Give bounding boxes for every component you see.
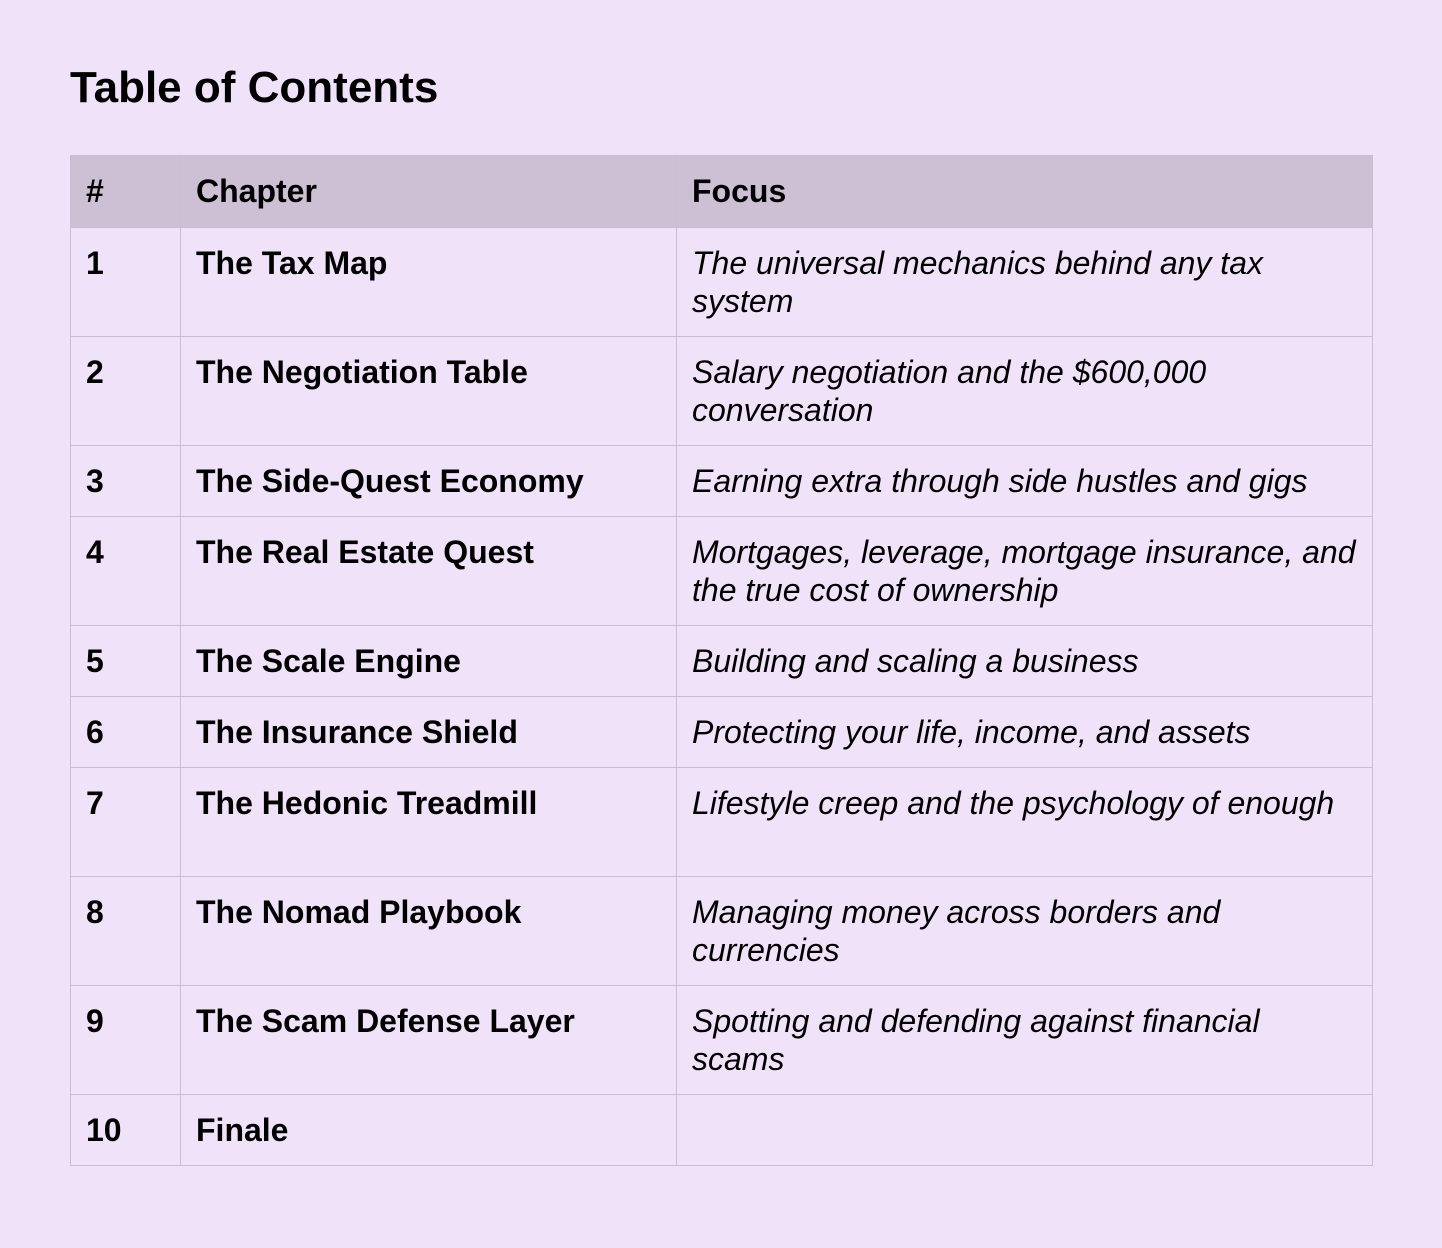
chapter-number: 2 xyxy=(71,337,181,446)
chapter-title: Finale xyxy=(181,1095,677,1166)
chapter-title: The Insurance Shield xyxy=(181,697,677,768)
chapter-number: 3 xyxy=(71,446,181,517)
table-row xyxy=(71,877,1373,986)
chapter-focus: Lifestyle creep and the psychology of enough xyxy=(677,768,1373,877)
table-header-row xyxy=(71,156,1373,228)
chapter-number: 8 xyxy=(71,877,181,986)
chapter-title: The Hedonic Treadmill xyxy=(181,768,677,877)
chapter-focus: Protecting your life, income, and assets xyxy=(677,697,1373,768)
page-title: Table of Contents xyxy=(70,63,439,112)
table-row xyxy=(71,337,1373,446)
chapter-number: 4 xyxy=(71,517,181,626)
header-chapter: Chapter xyxy=(181,156,677,228)
chapter-number: 6 xyxy=(71,697,181,768)
chapter-number: 9 xyxy=(71,986,181,1095)
chapter-title: The Scam Defense Layer xyxy=(181,986,677,1095)
table-row xyxy=(71,626,1373,697)
chapter-number: 10 xyxy=(71,1095,181,1166)
chapter-title: The Tax Map xyxy=(181,228,677,337)
table-row xyxy=(71,697,1373,768)
table-row xyxy=(71,1095,1373,1166)
chapter-focus: The universal mechanics behind any tax system xyxy=(677,228,1373,337)
chapter-focus: Earning extra through side hustles and gigs xyxy=(677,446,1373,517)
table-of-contents xyxy=(70,155,1373,1166)
chapter-focus: Managing money across borders and currencies xyxy=(677,877,1373,986)
chapter-number: 5 xyxy=(71,626,181,697)
chapter-title: The Side-Quest Economy xyxy=(181,446,677,517)
chapter-number: 7 xyxy=(71,768,181,877)
table-row xyxy=(71,768,1373,877)
chapter-focus xyxy=(677,1095,1373,1166)
chapter-title: The Nomad Playbook xyxy=(181,877,677,986)
chapter-focus: Mortgages, leverage, mortgage insurance, and the true cost of ownership xyxy=(677,517,1373,626)
table-row xyxy=(71,517,1373,626)
chapter-focus: Salary negotiation and the $600,000 conversation xyxy=(677,337,1373,446)
header-number: # xyxy=(71,156,181,228)
chapter-focus: Building and scaling a business xyxy=(677,626,1373,697)
table-row xyxy=(71,228,1373,337)
chapter-title: The Scale Engine xyxy=(181,626,677,697)
header-focus: Focus xyxy=(677,156,1373,228)
chapter-focus: Spotting and defending against financial scams xyxy=(677,986,1373,1095)
chapter-number: 1 xyxy=(71,228,181,337)
table-row xyxy=(71,986,1373,1095)
chapter-title: The Real Estate Quest xyxy=(181,517,677,626)
chapter-title: The Negotiation Table xyxy=(181,337,677,446)
table-row xyxy=(71,446,1373,517)
